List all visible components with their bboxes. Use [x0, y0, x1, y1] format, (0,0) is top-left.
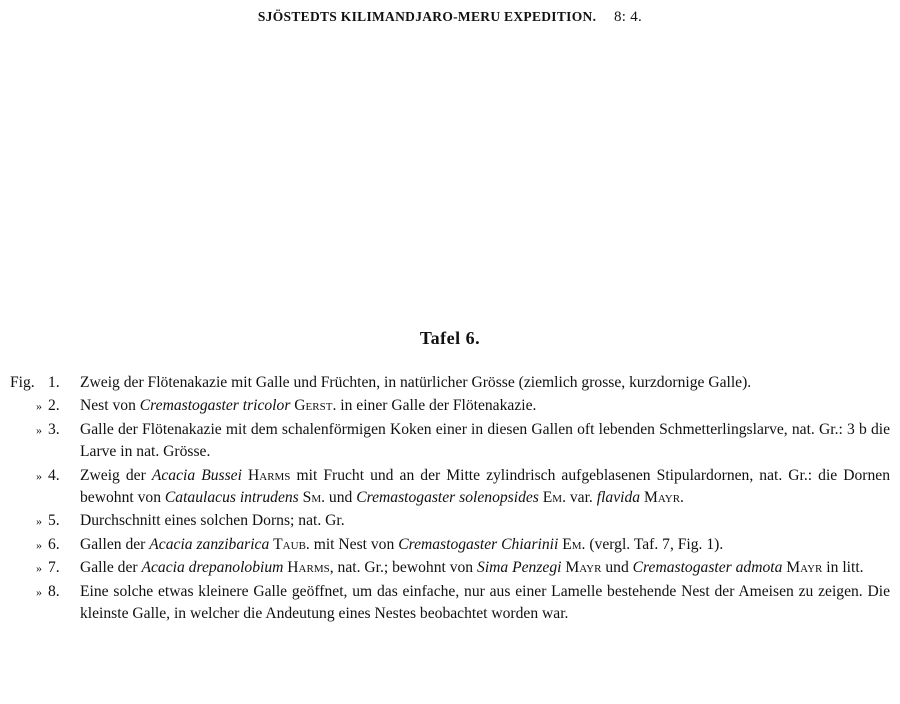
caption-text: und — [601, 559, 633, 577]
caption-text: var. — [565, 489, 597, 507]
figure-prefix: » — [36, 584, 42, 599]
species-name: Acacia drepanolobium — [141, 559, 284, 577]
figure-prefix: » — [36, 537, 42, 552]
figure-prefix: » — [36, 514, 42, 529]
figure-description — [80, 557, 890, 579]
figure-description — [80, 465, 890, 510]
figure-marker — [10, 372, 62, 394]
figure-marker — [10, 465, 62, 487]
caption-text: Zweig der — [80, 466, 152, 484]
figure-marker — [10, 395, 62, 417]
caption-text: Galle der Flötenakazie mit dem schalenförmigen Koken einer in diesen Gallen oft lebenden Schmetterlingslarve, nat. Gr.: 3 b die Larve in nat. Grösse. — [80, 420, 890, 461]
running-header — [0, 9, 900, 26]
figure-description — [80, 372, 890, 394]
species-name: flavida — [596, 489, 641, 507]
species-name: Acacia zanzibarica — [149, 535, 270, 553]
figure-caption-2 — [0, 395, 900, 417]
figure-description — [80, 510, 890, 532]
species-name: Acacia Bussei — [151, 466, 242, 484]
author-abbreviation: Sm. — [302, 489, 326, 507]
caption-text: in litt. — [822, 559, 864, 577]
author-abbreviation: Mayr — [786, 559, 823, 577]
caption-text: , nat. Gr.; bewohnt von — [329, 559, 478, 577]
figure-prefix: » — [36, 561, 42, 576]
figure-description — [80, 419, 890, 464]
figure-caption-1 — [0, 372, 900, 394]
volume-number: 8: 4. — [613, 9, 643, 25]
figure-description — [80, 395, 890, 417]
figure-number: 7. — [48, 559, 60, 577]
author-abbreviation: Mayr. — [643, 489, 684, 507]
figure-number: 5. — [48, 512, 60, 530]
caption-text: Nest von — [80, 397, 140, 415]
species-name: Cremastogaster Chiarinii — [398, 535, 559, 553]
running-title: SJÖSTEDTS KILIMANDJARO-MERU EXPEDITION. — [257, 9, 597, 24]
caption-text: Zweig der Flötenakazie mit Galle und Früchten, in natürlicher Grösse (ziemlich grosse, kurzdornige Galle). — [80, 374, 752, 391]
figure-number: 8. — [48, 582, 60, 600]
figure-number: 3. — [48, 420, 60, 438]
species-name: Cremastogaster tricolor — [139, 397, 291, 415]
caption-text: mit Frucht und an der Mitte zylindrisch aufgeblasenen Stipulardornen, nat. Gr.: die Dornen bewohnt von — [80, 466, 891, 507]
figure-number: 4. — [48, 466, 60, 484]
figure-caption-3 — [0, 419, 900, 464]
figure-number: 6. — [48, 535, 60, 553]
author-abbreviation: Em. — [542, 489, 566, 507]
species-name: Sima Penzegi — [477, 559, 562, 577]
figure-description — [80, 581, 890, 626]
figure-prefix: » — [36, 422, 42, 437]
author-abbreviation: Taub. — [273, 535, 310, 553]
author-abbreviation: Mayr — [565, 559, 602, 577]
figure-number: 1. — [48, 374, 60, 391]
caption-text: Galle der — [80, 559, 142, 577]
figure-caption-5 — [0, 510, 900, 532]
figure-prefix: Fig. — [10, 374, 35, 391]
author-abbreviation: Gerst. — [294, 397, 337, 415]
species-name: Cremastogaster admota — [632, 559, 783, 577]
figure-prefix: » — [36, 468, 42, 483]
caption-text: (vergl. Taf. 7, Fig. 1). — [585, 535, 724, 553]
figure-caption-7 — [0, 557, 900, 579]
figure-prefix: » — [36, 399, 42, 414]
figure-marker — [10, 419, 62, 441]
caption-text: Eine solche etwas kleinere Galle geöffnet, um das einfache, nur aus einer Lamelle bestehende Nest der Ameisen zu zeigen. Die kleinste Galle, in welcher die Andeutung eines Nestes beobachtet worden war. — [80, 582, 890, 623]
figure-marker — [10, 510, 62, 532]
caption-text: und — [325, 489, 357, 507]
figure-caption-4 — [0, 465, 900, 510]
caption-text: in einer Galle der Flötenakazie. — [336, 397, 537, 415]
author-abbreviation: Harms — [247, 466, 291, 484]
figure-caption-6 — [0, 534, 900, 556]
caption-text: Gallen der — [80, 535, 150, 553]
figure-marker — [10, 534, 62, 556]
author-abbreviation: Harms — [287, 559, 330, 577]
figure-marker — [10, 581, 62, 603]
figure-marker — [10, 557, 62, 579]
figure-caption-list — [0, 372, 900, 626]
figure-number: 2. — [48, 397, 60, 415]
plate-title: Tafel 6. — [419, 328, 481, 348]
species-name: Cataulacus intrudens — [164, 489, 299, 507]
figure-description — [80, 534, 890, 556]
species-name: Cremastogaster solenopsides — [356, 489, 539, 507]
figure-caption-8 — [0, 581, 900, 626]
caption-text: mit Nest von — [309, 535, 399, 553]
caption-text: Durchschnitt eines solchen Dorns; nat. Gr. — [80, 512, 345, 530]
author-abbreviation: Em. — [562, 535, 586, 553]
